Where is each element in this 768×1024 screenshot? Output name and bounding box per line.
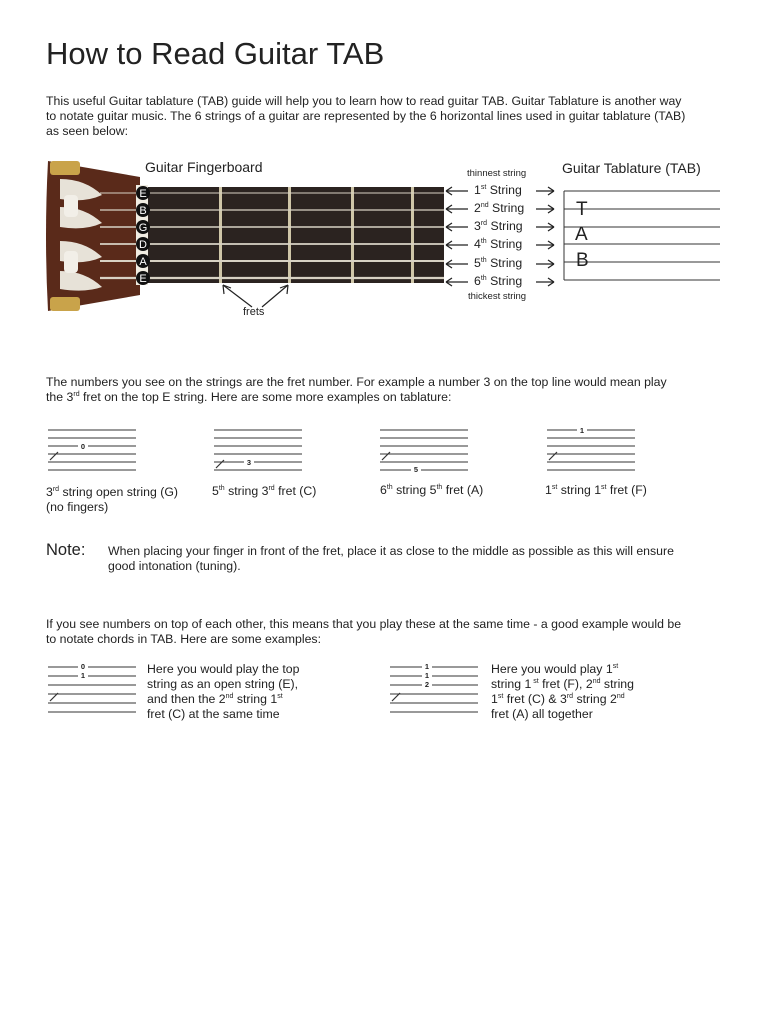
- fret-wire: [411, 187, 414, 283]
- fret-number-paragraph: [46, 375, 667, 405]
- example-tab-3: [378, 425, 470, 473]
- example-caption-2: 5th string 3rd fret (C): [212, 484, 317, 498]
- string-letter: E: [139, 188, 147, 200]
- string-label-2: 2nd String: [474, 201, 525, 215]
- fret-number: 3: [244, 459, 254, 467]
- guitar-fingerboard-illustration: [40, 155, 460, 320]
- fingerboard-label: Guitar Fingerboard: [145, 159, 263, 175]
- fret-number: 0: [78, 663, 88, 671]
- example-tab-2: [212, 425, 304, 473]
- fret-number: 1: [78, 672, 88, 680]
- fret-number: 0: [78, 443, 88, 451]
- tuner-roller: [64, 195, 78, 217]
- fret-number: 1: [422, 672, 432, 680]
- fret-number: 2: [422, 681, 432, 689]
- note-text: When placing your finger in front of the fret, place it as close to the middle as possible as this will ensure good intonation (tuning).: [108, 544, 674, 573]
- chord-caption-1: Here you would play the top string as an open string (E), and then the 2nd string 1st fret (C) at the same time: [147, 662, 300, 721]
- frets-pointer-arrows: [223, 285, 288, 307]
- tab-letter-a: A: [575, 224, 588, 245]
- example-tab-1: [46, 425, 138, 473]
- string-label-3: 3rd String: [474, 219, 523, 233]
- nut: [136, 185, 148, 285]
- thinnest-string-label: thinnest string: [467, 168, 527, 179]
- string-letter: A: [139, 256, 147, 268]
- example-caption-3: 6th string 5th fret (A): [380, 483, 484, 497]
- chord-tab-2: [388, 662, 480, 714]
- fret-wire: [351, 187, 354, 283]
- example-tab-4: [545, 425, 637, 473]
- page-title: How to Read Guitar TAB: [46, 36, 385, 71]
- chord-tab-1: [46, 662, 138, 714]
- string-letter: E: [139, 273, 147, 285]
- intro-line: to notate guitar music. The 6 strings of a guitar are represented by the 6 horizontal lines used in guitar tablature (TAB): [46, 109, 686, 123]
- tab-letter-t: T: [576, 199, 588, 220]
- string-label-1: 1st String: [474, 183, 522, 197]
- note-heading: Note:: [46, 541, 86, 559]
- fret-wire: [219, 187, 222, 283]
- paragraph-line: The numbers you see on the strings are the fret number. For example a number 3 on the top line would mean play: [46, 375, 667, 389]
- fret-number: 1: [577, 427, 587, 435]
- fret-wire: [288, 187, 291, 283]
- tuner-peg: [50, 297, 80, 311]
- intro-paragraph: [46, 94, 685, 139]
- intro-line: This useful Guitar tablature (TAB) guide will help you to learn how to read guitar TAB. Guitar Tablature is another way: [46, 94, 682, 108]
- string-label-5: 5th String: [474, 256, 523, 270]
- frets-label: frets: [243, 306, 265, 318]
- paragraph-line: the 3rd fret on the top E string. Here are some more examples on tablature:: [46, 390, 452, 404]
- tab-letter-b: B: [576, 250, 589, 271]
- string-letter: G: [138, 222, 148, 234]
- fretboard: [148, 187, 444, 283]
- tuner-roller: [64, 251, 78, 273]
- example-caption-1: 3rd string open string (G) (no fingers): [46, 485, 178, 514]
- string-letter: B: [139, 205, 147, 217]
- chord-caption-2: Here you would play 1st string 1 $^{st}$ fret (F), 2nd string 1st fret (C) & 3rd string 2nd fret (A) all together: [491, 662, 634, 721]
- string-label-4: 4th String: [474, 237, 523, 251]
- fret-number: 1: [422, 663, 432, 671]
- tab-label: Guitar Tablature (TAB): [562, 160, 701, 176]
- intro-line: as seen below:: [46, 124, 129, 138]
- fret-number: 5: [411, 466, 421, 474]
- thickest-string-label: thickest string: [468, 291, 527, 302]
- string-label-6: 6th String: [474, 274, 523, 288]
- chords-paragraph: If you see numbers on top of each other, this means that you play these at the same time - a good example would be to notate chords in TAB. Here are some examples:: [46, 617, 682, 646]
- string-letter: D: [139, 239, 147, 251]
- tuner-peg: [50, 161, 80, 175]
- example-caption-4: 1st string 1st fret (F): [545, 483, 647, 497]
